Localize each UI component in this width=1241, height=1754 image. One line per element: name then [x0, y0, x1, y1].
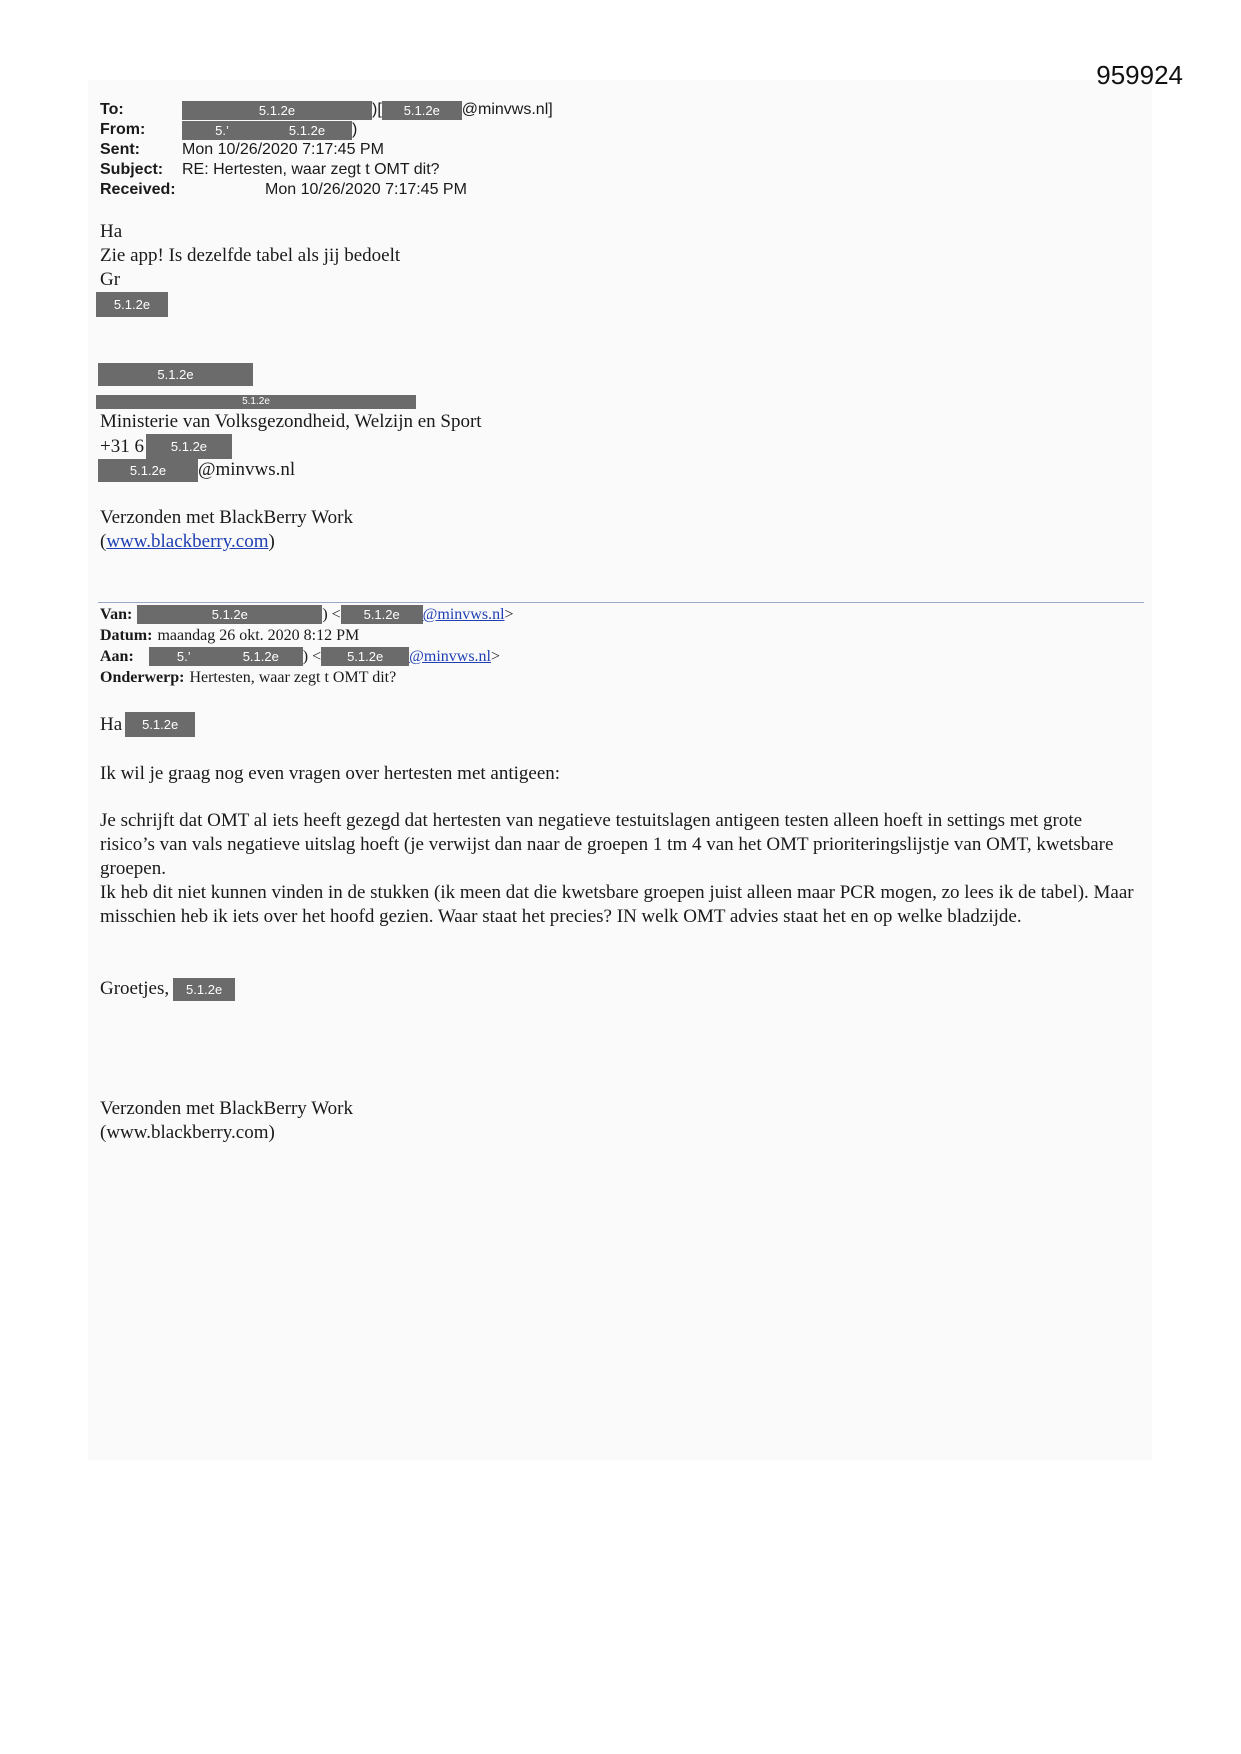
- message-paragraph-2: Ik heb dit niet kunnen vinden in de stukken (ik meen dat die kwetsbare groepen juist alleen maar PCR mogen, zo lees ik de tabel). Maar misschien heb ik iets over het hoofd gezien. Waar staat het precies? IN welk OMT advies staat het en op welke bladzijde.: [100, 882, 1134, 927]
- header-sent-row: [100, 140, 553, 160]
- onderwerp-row: [100, 667, 514, 688]
- message-sent-with: Verzonden met BlackBerry Work: [100, 1098, 353, 1119]
- forwarded-header: [100, 604, 514, 688]
- subject-value: RE: Hertesten, waar zegt t OMT dit?: [182, 161, 440, 178]
- aan-email-link[interactable]: @minvws.nl: [409, 648, 491, 665]
- reply-closing: Gr: [100, 269, 121, 290]
- to-bracket: )[: [372, 101, 382, 118]
- van-email-link[interactable]: @minvws.nl: [422, 606, 505, 623]
- email-header: [100, 100, 553, 200]
- header-subject-row: [100, 160, 553, 180]
- reply-greeting: Ha: [100, 221, 123, 242]
- redaction-block: 5.1.2e: [321, 647, 409, 666]
- redaction-block: 5.1.2e: [182, 101, 372, 120]
- redaction-block: 5.1.2e: [98, 459, 198, 482]
- blackberry-link[interactable]: www.blackberry.com: [106, 531, 269, 552]
- redaction-block: 5.1.2e: [96, 292, 168, 317]
- van-label: Van:: [100, 606, 133, 623]
- sent-value: Mon 10/26/2020 7:17:45 PM: [182, 141, 384, 158]
- redaction-block: 5.’: [149, 647, 219, 666]
- aan-label: Aan:: [100, 648, 134, 665]
- datum-label: Datum:: [100, 627, 153, 644]
- signature-email-domain: @minvws.nl: [198, 459, 296, 480]
- signature-ministry: Ministerie van Volksgezondheid, Welzijn en Sport: [100, 411, 482, 432]
- redaction-block: 5.1.2e: [262, 121, 352, 140]
- datum-value: maandag 26 okt. 2020 8:12 PM: [157, 627, 360, 644]
- redaction-block: 5.1.2e: [146, 434, 232, 459]
- redaction-block: 5.1.2e: [341, 605, 423, 624]
- redaction-block: 5.1.2e: [219, 647, 303, 666]
- header-received-row: [100, 180, 553, 200]
- received-label: Received:: [100, 181, 176, 198]
- redaction-block: 5.1.2e: [382, 101, 462, 120]
- from-close: ): [352, 121, 358, 138]
- sent-label: Sent:: [100, 141, 140, 158]
- to-domain: @minvws.nl]: [461, 101, 553, 118]
- datum-row: [100, 625, 514, 646]
- redaction-block: 5.1.2e: [173, 978, 235, 1001]
- message-paragraph-1: Je schrijft dat OMT al iets heeft gezegd dat hertesten van negatieve testuitslagen antigeen testen alleen hoeft in settings met grote risico’s van vals negatieve uitslag hoeft (je verwijst dan naar de groepen 1 tm 4 van het OMT prioriteringslijstje van OMT, kwetsbare groepen.: [100, 810, 1114, 879]
- van-row: Van: 5.1.2e ) < 5.1.2e @minvws.nl >: [100, 606, 514, 623]
- reply-line: Zie app! Is dezelfde tabel als jij bedoelt: [100, 245, 401, 266]
- redaction-block: 5.1.2e: [125, 712, 195, 737]
- header-from-row: [100, 120, 553, 140]
- message-greeting: Ha: [100, 713, 123, 735]
- onderwerp-value: Hertesten, waar zegt t OMT dit?: [189, 669, 397, 686]
- subject-label: Subject:: [100, 161, 164, 178]
- message-website: (www.blackberry.com): [100, 1122, 275, 1143]
- to-label: To:: [100, 101, 124, 118]
- signature-sent-with: Verzonden met BlackBerry Work: [100, 507, 353, 528]
- redaction-block: 5.’: [182, 121, 262, 140]
- aan-row: Aan: 5.’ 5.1.2e ) < 5.1.2e @minvws.nl >: [100, 648, 501, 665]
- document-number: 959924: [1096, 60, 1183, 90]
- signature-phone-prefix: +31 6: [100, 435, 144, 457]
- redaction-block: 5.1.2e: [137, 605, 322, 624]
- from-label: From:: [100, 121, 146, 138]
- message-intro: Ik wil je graag nog even vragen over hertesten met antigeen:: [100, 763, 561, 784]
- header-to-row: [100, 100, 553, 120]
- message-closing: Groetjes,: [100, 978, 170, 999]
- redaction-block: 5.1.2e: [98, 363, 253, 386]
- onderwerp-label: Onderwerp:: [100, 669, 185, 686]
- redaction-block: 5.1.2e: [96, 395, 416, 409]
- message-divider: [98, 602, 1144, 603]
- received-value: Mon 10/26/2020 7:17:45 PM: [265, 181, 467, 198]
